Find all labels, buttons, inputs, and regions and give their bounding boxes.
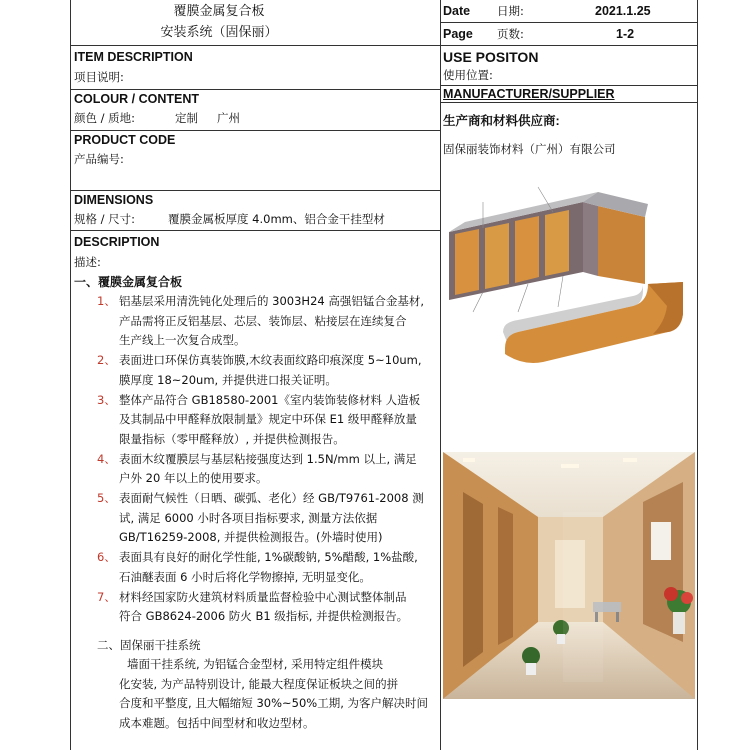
dimensions-cn: 规格 / 尺寸: bbox=[74, 212, 136, 226]
dimensions-label: DIMENSIONS bbox=[74, 193, 154, 207]
item-text-line: 试, 满足 6000 小时各项目指标要求, 测量方法依据 bbox=[119, 510, 378, 525]
section2-line: 成本难题。包括中间型材和收边型材。 bbox=[119, 715, 315, 730]
description-cn: 描述: bbox=[74, 255, 101, 269]
colour-location: 广州 bbox=[217, 111, 240, 125]
panel-system-illustration bbox=[443, 172, 695, 372]
item-text-line: 表面进口环保仿真装饰膜,木纹表面纹路印痕深度 5~10um, bbox=[119, 353, 422, 367]
page-label-en: Page bbox=[443, 27, 473, 41]
column-divider bbox=[440, 0, 441, 750]
use-position-cn: 使用位置: bbox=[443, 68, 493, 82]
page-value: 1-2 bbox=[616, 27, 635, 41]
date-label-en: Date bbox=[443, 4, 471, 18]
item-text-line: 生产线上一次复合成型。 bbox=[119, 333, 246, 347]
section2-line: 合度和平整度, 且大幅缩短 30%~50%工期, 为客户解决时间 bbox=[119, 696, 429, 710]
date-value: 2021.1.25 bbox=[595, 4, 651, 18]
section2-title: 二、固保丽干挂系统 bbox=[97, 638, 201, 652]
item-number: 5、 bbox=[97, 491, 116, 505]
row-divider bbox=[71, 190, 440, 191]
item-text-line: 材料经国家防火建筑材料质量监督检验中心测试整体制品 bbox=[119, 589, 407, 604]
product-code-cn: 产品编号: bbox=[74, 152, 124, 166]
manufacturer-cn: 生产商和材料供应商: bbox=[443, 114, 560, 128]
product-code-label: PRODUCT CODE bbox=[74, 133, 176, 147]
page-label-cn: 页数: bbox=[497, 27, 524, 41]
manufacturer-label: MANUFACTURER/SUPPLIER bbox=[443, 87, 615, 101]
section1-title: 一、覆膜金属复合板 bbox=[74, 275, 183, 289]
colour-label: COLOUR / CONTENT bbox=[74, 92, 199, 106]
spec-sheet bbox=[70, 0, 698, 750]
item-text-line: 表面木纹覆膜层与基层粘接强度达到 1.5N/mm 以上, 满足 bbox=[119, 451, 417, 466]
item-text-line: 石油醚表面 6 小时后将化学物擦掉, 无明显变化。 bbox=[119, 569, 371, 584]
row-divider bbox=[71, 130, 440, 131]
use-position-label: USE POSITON bbox=[443, 49, 539, 65]
item-text-line: 膜厚度 18~20um, 并提供进口报关证明。 bbox=[119, 372, 337, 387]
item-number: 6、 bbox=[97, 550, 116, 564]
item-number: 7、 bbox=[97, 589, 116, 604]
row-divider bbox=[71, 89, 440, 90]
header-divider bbox=[71, 45, 697, 46]
date-row-divider bbox=[440, 22, 697, 23]
doc-subtitle: 安装系统（固保丽） bbox=[160, 25, 278, 40]
section2-line: 化安装, 为产品特别设计, 能最大程度保证板块之间的拼 bbox=[119, 676, 399, 691]
item-text-line: 表面耐气候性（日晒、碳弧、老化）经 GB/T9761-2008 测 bbox=[119, 491, 424, 505]
item-number: 4、 bbox=[97, 451, 116, 466]
item-text-line: 表面具有良好的耐化学性能, 1%碳酸钠, 5%醋酸, 1%盐酸, bbox=[119, 550, 418, 564]
dimensions-value: 覆膜金属板厚度 4.0mm、铝合金干挂型材 bbox=[168, 212, 385, 226]
row-divider bbox=[71, 230, 440, 231]
corridor-photo bbox=[443, 452, 695, 699]
item-text-line: 整体产品符合 GB18580-2001《室内装饰装修材料 人造板 bbox=[119, 392, 421, 407]
item-text-line: 限量指标（零甲醛释放）, 并提供检测报告。 bbox=[119, 431, 345, 446]
description-label: DESCRIPTION bbox=[74, 235, 160, 249]
item-text-line: 及其制品中甲醛释放限制量》规定中环保 E1 级甲醛释放量 bbox=[119, 412, 417, 426]
item-text-line: 户外 20 年以上的使用要求。 bbox=[119, 471, 268, 485]
item-number: 1、 bbox=[97, 294, 116, 308]
item-number: 2、 bbox=[97, 353, 116, 367]
item-text-line: 符合 GB8624-2006 防火 B1 级指标, 并提供检测报告。 bbox=[119, 609, 409, 623]
section2-line: 墙面干挂系统, 为铝锰合金型材, 采用特定组件模块 bbox=[127, 657, 384, 671]
item-text-line: GB/T16259-2008, 并提供检测报告。(外墙时使用) bbox=[119, 530, 383, 544]
date-label-cn: 日期: bbox=[497, 4, 524, 18]
colour-cn: 颜色 / 质地: bbox=[74, 111, 136, 125]
item-description-label: ITEM DESCRIPTION bbox=[74, 50, 193, 64]
row-divider bbox=[440, 85, 697, 86]
supplier-name: 固保丽装饰材料（广州）有限公司 bbox=[443, 142, 616, 156]
item-number: 3、 bbox=[97, 392, 116, 407]
doc-title: 覆膜金属复合板 bbox=[173, 4, 265, 19]
item-text-line: 铝基层采用清洗钝化处理后的 3003H24 高强铝锰合金基材, bbox=[119, 294, 425, 308]
colour-value: 定制 bbox=[175, 111, 198, 125]
row-divider bbox=[440, 102, 697, 103]
item-description-cn: 项目说明: bbox=[74, 70, 124, 84]
item-text-line: 产品需将正反铝基层、芯层、装饰层、粘接层在连续复合 bbox=[119, 313, 407, 328]
